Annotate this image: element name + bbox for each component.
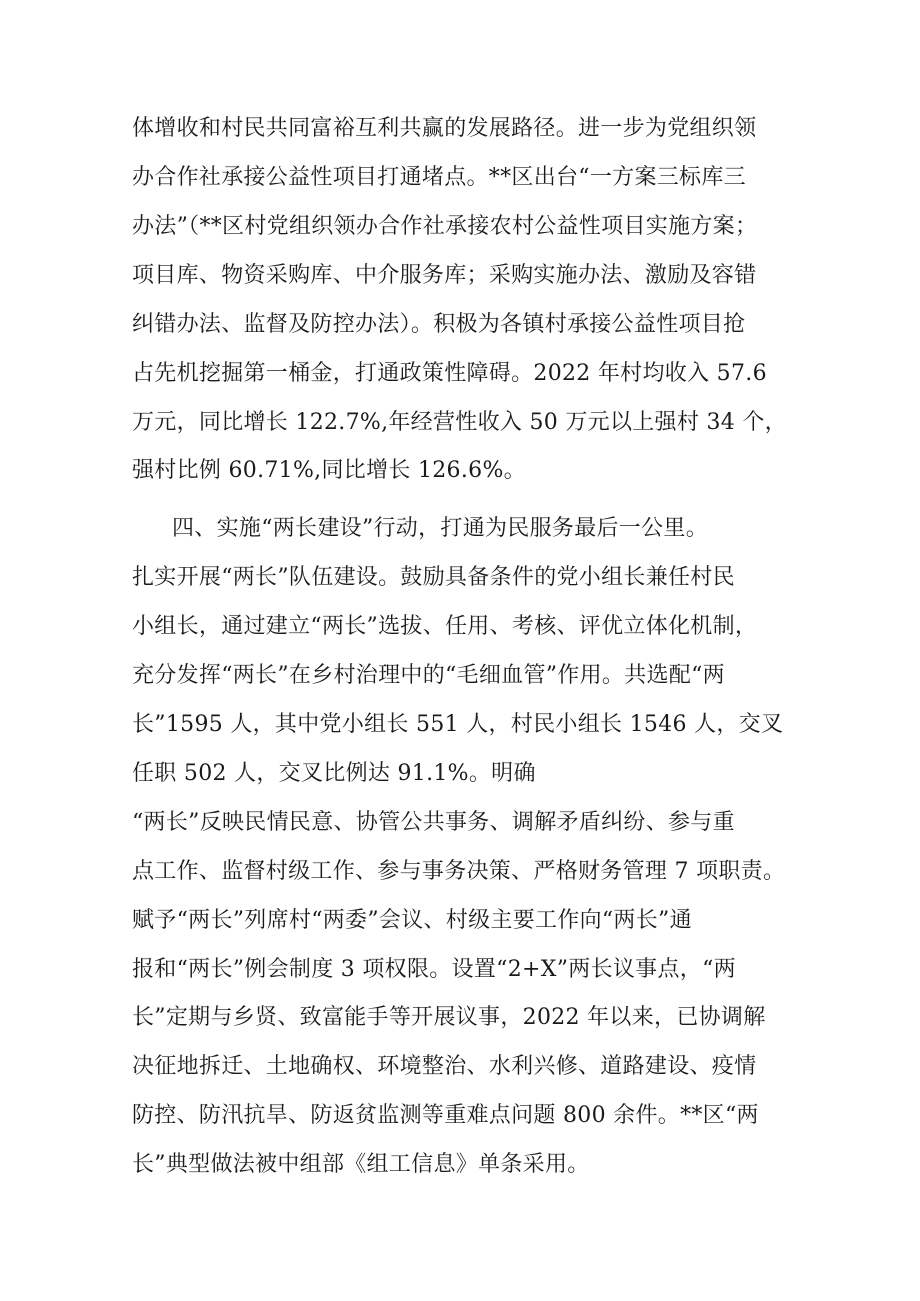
section-heading: 四、实施“两长建设”行动，打通为民服务最后一公里。 xyxy=(172,516,708,541)
text-line: 任职 502 人，交叉比例达 91.1%。明确 xyxy=(132,761,536,786)
text-line: 长”1595 人，其中党小组长 551 人，村民小组长 1546 人，交叉 xyxy=(132,712,784,737)
text-line: 占先机挖掘第一桶金，打通政策性障碍。2022 年村均收入 57.6 xyxy=(132,361,767,386)
text-line: 小组长，通过建立“两长”选拔、任用、考核、评优立体化机制， xyxy=(132,614,758,639)
text-line: 赋予“两长”列席村“两委”会议、村级主要工作向“两长”通 xyxy=(132,908,692,933)
text-line: 办合作社承接公益性项目打通堵点。**区出台“一方案三标库三 xyxy=(132,165,746,190)
text-line: 体增收和村民共同富裕互利共赢的发展路径。进一步为党组织领 xyxy=(132,116,757,141)
text-line: 纠错办法、监督及防控办法）。积极为各镇村承接公益性项目抢 xyxy=(132,312,746,337)
text-line: 长”典型做法被中组部《组工信息》单条采用。 xyxy=(132,1152,590,1177)
text-line: 点工作、监督村级工作、参与事务决策、严格财务管理 7 项职责。 xyxy=(132,859,786,884)
text-line: 扎实开展“两长”队伍建设。鼓励具备条件的党小组长兼任村民 xyxy=(132,565,735,590)
text-line: 防控、防汛抗旱、防返贫监测等重难点问题 800 余件。**区“两 xyxy=(132,1103,759,1128)
text-line: 决征地拆迁、土地确权、环境整治、水利兴修、道路建设、疫情 xyxy=(132,1054,757,1079)
text-line: 充分发挥“两长”在乡村治理中的“毛细血管”作用。共选配“两 xyxy=(132,663,725,688)
text-line: 项目库、物资采购库、中介服务库；采购实施办法、激励及容错 xyxy=(132,263,757,288)
text-line: 长”定期与乡贤、致富能手等开展议事，2022 年以来，已协调解 xyxy=(132,1005,766,1030)
text-line: 办法”（**区村党组织领办合作社承接农村公益性项目实施方案； xyxy=(132,214,758,239)
text-line: 万元，同比增长 122.7%,年经营性收入 50 万元以上强村 34 个， xyxy=(132,410,787,435)
text-line: 报和“两长”例会制度 3 项权限。设置“2+X”两长议事点，“两 xyxy=(132,957,736,982)
text-line: 强村比例 60.71%,同比增长 126.6%。 xyxy=(132,458,526,483)
text-line: “两长”反映民情民意、协管公共事务、调解矛盾纠纷、参与重 xyxy=(132,810,735,835)
